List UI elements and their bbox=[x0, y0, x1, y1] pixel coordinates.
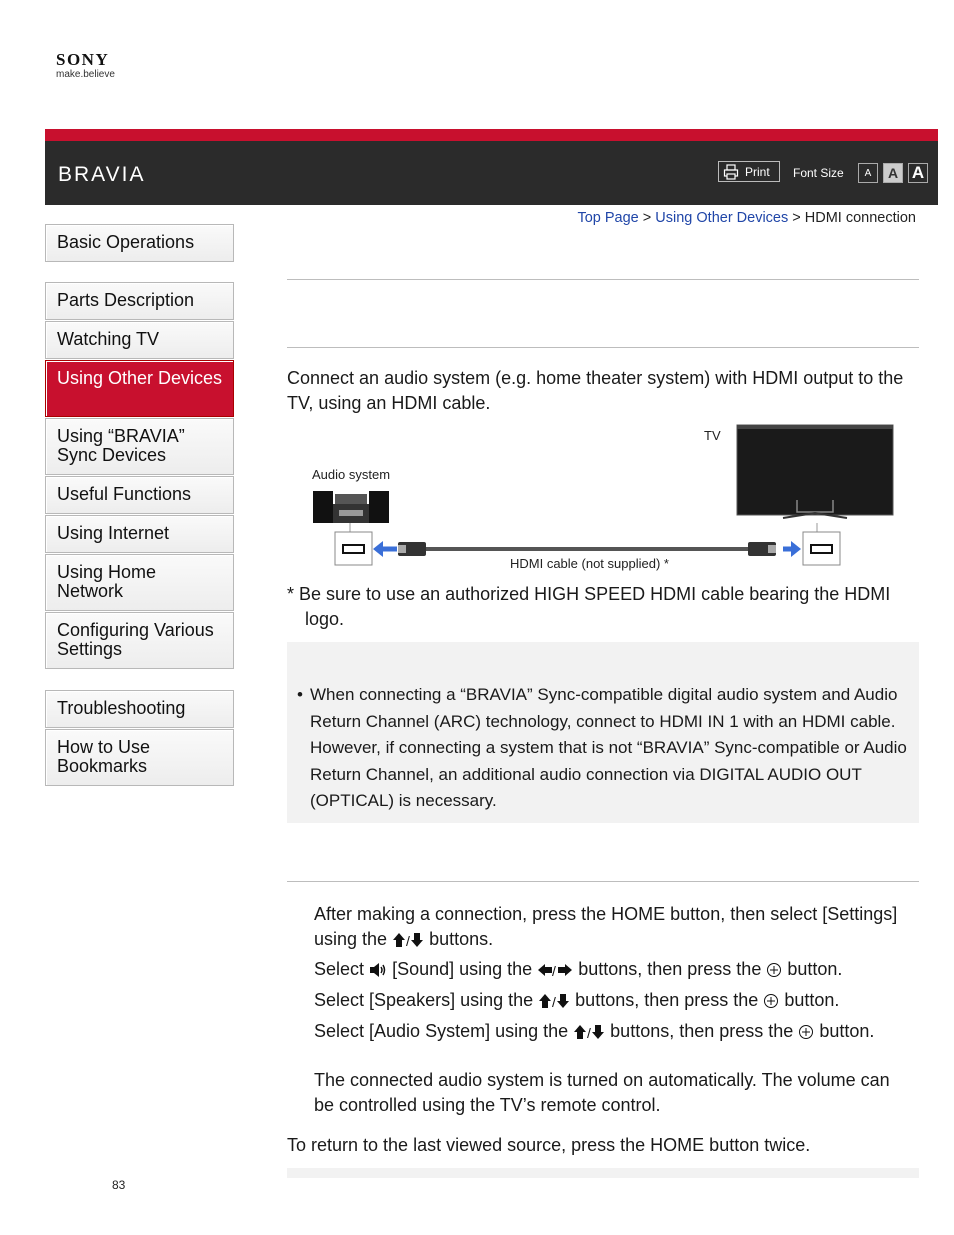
step-3 bbox=[314, 988, 914, 1013]
note-bullet: • bbox=[297, 685, 303, 704]
note-text: When connecting a “BRAVIA” Sync-compatible digital audio system and Audio Return Channel (ARC) technology, connect to HDMI IN 1 with an HDMI cable. However, if connecting a system that is not “BRAVIA” Sync-compatible or Audio Return Channel, an additional audio connection via DIGITAL AUDIO OUT (OPTICAL) is necessary. bbox=[310, 685, 907, 810]
tv-hdmi-port bbox=[803, 523, 840, 565]
enter-button-icon bbox=[798, 1024, 814, 1040]
font-size-medium-button[interactable]: A bbox=[883, 163, 903, 183]
divider bbox=[287, 347, 919, 348]
step-4-text: Select [Audio System] using the bbox=[314, 1021, 569, 1041]
step-2-text: Select bbox=[314, 959, 365, 979]
breadcrumb-using-other-devices[interactable]: Using Other Devices bbox=[655, 210, 789, 226]
step-2-end: button. bbox=[787, 959, 843, 979]
page-header bbox=[45, 129, 938, 205]
breadcrumb-separator: > bbox=[642, 210, 652, 226]
speaker-icon bbox=[369, 962, 387, 978]
step-1-text: After making a connection, press the HOME button, then select [Settings] using the bbox=[314, 904, 898, 949]
step-1-text-end: buttons. bbox=[429, 929, 494, 949]
arrow-to-audio bbox=[373, 541, 397, 557]
sidebar-item-basic-operations[interactable]: Basic Operations bbox=[45, 224, 234, 262]
sony-wordmark: SONY bbox=[56, 50, 110, 69]
step-3-end: button. bbox=[784, 990, 840, 1010]
svg-text:/: / bbox=[406, 933, 410, 949]
sidebar-item-parts-description[interactable]: Parts Description bbox=[45, 282, 234, 320]
svg-text:/: / bbox=[552, 994, 557, 1010]
note-box bbox=[287, 642, 919, 823]
sidebar-item-bravia-sync[interactable]: Using “BRAVIA” Sync Devices bbox=[45, 418, 234, 475]
hdmi-cable bbox=[398, 542, 776, 556]
audio-system-label: Audio system bbox=[312, 467, 391, 482]
step-1 bbox=[314, 902, 914, 952]
sidebar-item-troubleshooting[interactable]: Troubleshooting bbox=[45, 690, 234, 728]
page-number: 83 bbox=[112, 1178, 126, 1192]
font-size-label: Font Size bbox=[793, 166, 844, 180]
audio-hdmi-port bbox=[335, 523, 372, 565]
sidebar-item-using-other-devices[interactable]: Using Other Devices bbox=[45, 360, 234, 417]
svg-text:/: / bbox=[552, 963, 557, 979]
sidebar-item-using-internet[interactable]: Using Internet bbox=[45, 515, 234, 553]
step-3-buttons: buttons, then press the bbox=[575, 990, 759, 1010]
step-2 bbox=[314, 957, 914, 982]
sidebar-item-useful-functions[interactable]: Useful Functions bbox=[45, 476, 234, 514]
sony-logo bbox=[56, 52, 115, 80]
header-accent-bar bbox=[45, 129, 938, 141]
up-down-arrow-icon bbox=[538, 993, 570, 1009]
breadcrumb-top-page[interactable]: Top Page bbox=[577, 210, 639, 226]
step-4-buttons: buttons, then press the bbox=[610, 1021, 794, 1041]
sidebar-item-watching-tv[interactable]: Watching TV bbox=[45, 321, 234, 359]
up-down-arrow-icon bbox=[573, 1024, 605, 1040]
footnote-text: * Be sure to use an authorized HIGH SPEED HDMI cable bearing the HDMI logo. bbox=[287, 584, 891, 629]
arrow-to-tv bbox=[783, 541, 801, 557]
audio-system-illustration bbox=[313, 491, 389, 523]
font-size-small-button[interactable]: A bbox=[858, 163, 878, 183]
font-size-large-button[interactable]: A bbox=[908, 163, 928, 183]
enter-button-icon bbox=[763, 993, 779, 1009]
final-text: To return to the last viewed source, press the HOME button twice. bbox=[287, 1135, 811, 1155]
sidebar-item-how-to-use-bookmarks[interactable]: How to Use Bookmarks bbox=[45, 729, 234, 786]
breadcrumb bbox=[577, 210, 916, 226]
divider bbox=[287, 279, 919, 280]
printer-icon bbox=[723, 164, 739, 180]
hdmi-connection-diagram bbox=[305, 420, 900, 580]
sony-tagline: make.believe bbox=[56, 69, 115, 80]
step-2-buttons: buttons, then press the bbox=[578, 959, 762, 979]
print-label: Print bbox=[745, 164, 770, 179]
enter-button-icon bbox=[766, 962, 782, 978]
tv-label: TV bbox=[704, 428, 721, 443]
tv-illustration bbox=[737, 425, 893, 518]
svg-text:/: / bbox=[587, 1025, 592, 1041]
step-4-end: button. bbox=[819, 1021, 875, 1041]
cable-label: HDMI cable (not supplied) * bbox=[510, 556, 669, 571]
breadcrumb-current: HDMI connection bbox=[804, 210, 916, 226]
bravia-logo: BRAVIA bbox=[58, 163, 146, 186]
intro-text: Connect an audio system (e.g. home theater system) with HDMI output to the TV, using an HDMI cable. bbox=[287, 368, 904, 413]
step-4-result: The connected audio system is turned on automatically. The volume can be controlled using the TV’s remote control. bbox=[314, 1070, 890, 1115]
breadcrumb-separator: > bbox=[792, 210, 801, 226]
step-2-sound: [Sound] using the bbox=[392, 959, 533, 979]
print-button[interactable] bbox=[718, 161, 780, 182]
sidebar-item-using-home-network[interactable]: Using Home Network bbox=[45, 554, 234, 611]
footer-bar bbox=[287, 1168, 919, 1178]
divider bbox=[287, 881, 919, 882]
step-4 bbox=[314, 1019, 914, 1044]
step-3-text: Select [Speakers] using the bbox=[314, 990, 534, 1010]
sidebar-item-configuring-settings[interactable]: Configuring Various Settings bbox=[45, 612, 234, 669]
left-right-arrow-icon bbox=[537, 962, 573, 978]
up-down-arrow-icon bbox=[392, 932, 424, 948]
